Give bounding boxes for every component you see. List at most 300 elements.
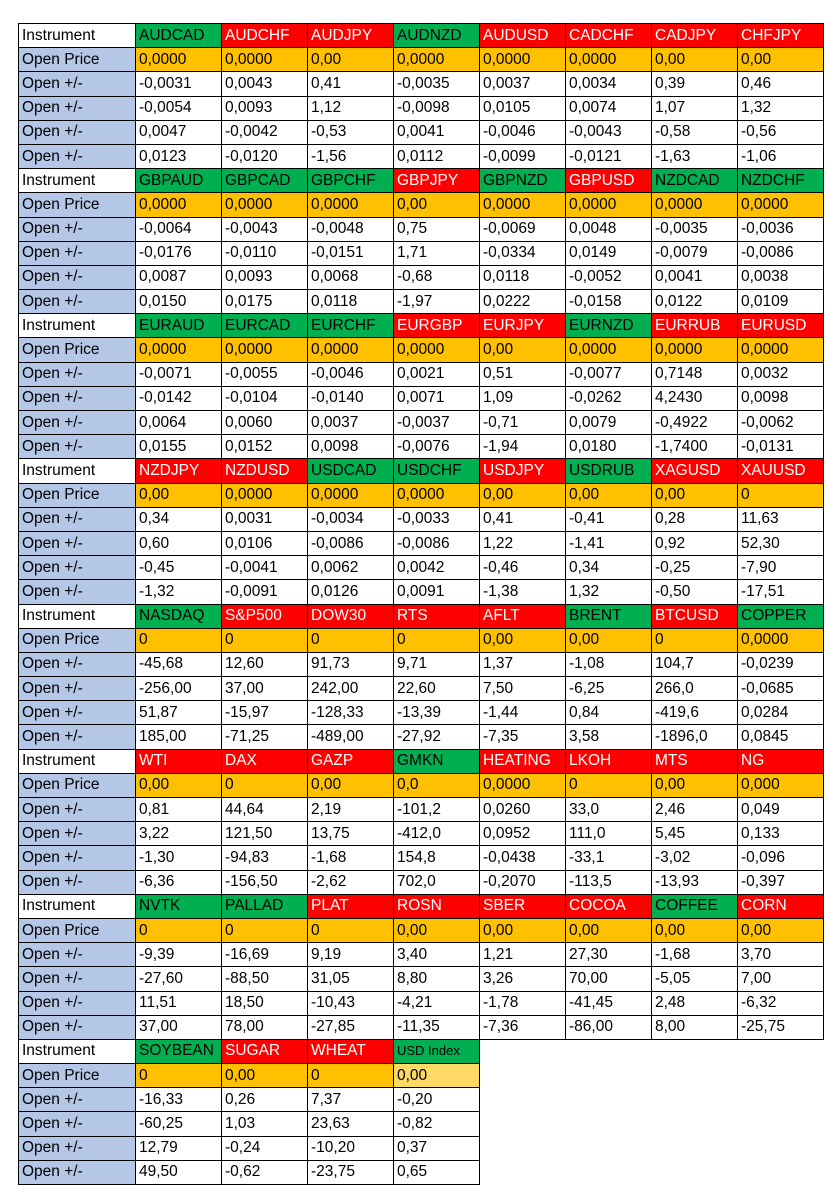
open-change-row [19, 241, 824, 265]
open-price-cell: 0,00 [480, 483, 566, 507]
instrument-name-cell: EURUSD [738, 314, 824, 338]
open-price-cell: 0,00 [308, 48, 394, 72]
open-change-cell: 702,0 [394, 870, 480, 894]
open-change-label: Open +/- [19, 531, 136, 555]
open-change-cell: 0,41 [308, 72, 394, 96]
open-change-cell: 7,37 [308, 1088, 394, 1112]
instrument-name-cell: CADJPY [652, 24, 738, 48]
open-change-row [19, 72, 824, 96]
open-change-cell: -0,0140 [308, 386, 394, 410]
open-price-cell: 0,0000 [136, 338, 222, 362]
open-change-cell: 0,0152 [222, 435, 308, 459]
instrument-name-cell: COFFEE [652, 894, 738, 918]
instrument-name-cell: AUDCHF [222, 24, 308, 48]
open-change-cell: -3,02 [652, 846, 738, 870]
open-change-cell: -0,0042 [222, 120, 308, 144]
open-change-cell: 3,40 [394, 943, 480, 967]
open-change-cell: -0,0099 [480, 144, 566, 168]
instrument-name-cell: DAX [222, 749, 308, 773]
open-change-cell: 51,87 [136, 701, 222, 725]
open-change-cell: -0,0685 [738, 677, 824, 701]
open-change-cell: -0,0035 [394, 72, 480, 96]
instrument-name-cell: COCOA [566, 894, 652, 918]
open-change-cell: 3,70 [738, 943, 824, 967]
open-change-cell: -16,33 [136, 1088, 222, 1112]
empty-cell [480, 1064, 566, 1088]
open-change-cell: -1,94 [480, 435, 566, 459]
open-change-cell: 0,0060 [222, 411, 308, 435]
instrument-name-cell: S&P500 [222, 604, 308, 628]
open-change-label: Open +/- [19, 217, 136, 241]
open-price-cell: 0,0000 [480, 48, 566, 72]
instrument-name-cell: SUGAR [222, 1039, 308, 1063]
instrument-name-cell: CADCHF [566, 24, 652, 48]
open-change-label: Open +/- [19, 1136, 136, 1160]
open-change-cell: -2,62 [308, 870, 394, 894]
empty-cell [480, 1088, 566, 1112]
open-change-cell: -1,08 [566, 652, 652, 676]
open-change-cell: 0,92 [652, 531, 738, 555]
open-change-row [19, 798, 824, 822]
open-change-cell: 3,22 [136, 822, 222, 846]
open-change-row [19, 96, 824, 120]
open-change-label: Open +/- [19, 943, 136, 967]
open-change-cell: -128,33 [308, 701, 394, 725]
open-change-cell: 44,64 [222, 798, 308, 822]
open-change-cell: -0,71 [480, 411, 566, 435]
open-change-cell: 0,41 [480, 507, 566, 531]
open-change-label: Open +/- [19, 798, 136, 822]
open-change-cell: -0,0158 [566, 290, 652, 314]
instrument-label: Instrument [19, 894, 136, 918]
open-change-row [19, 1136, 824, 1160]
open-price-cell: 0,00 [738, 918, 824, 942]
instrument-name-cell: EURNZD [566, 314, 652, 338]
open-change-row [19, 120, 824, 144]
open-change-cell: -1896,0 [652, 725, 738, 749]
open-price-cell: 0 [222, 628, 308, 652]
open-change-label: Open +/- [19, 701, 136, 725]
open-price-cell: 0,0000 [480, 193, 566, 217]
open-change-cell: 242,00 [308, 677, 394, 701]
open-price-cell: 0 [394, 628, 480, 652]
open-price-cell: 0,0000 [566, 193, 652, 217]
open-change-row [19, 411, 824, 435]
open-price-cell: 0,0000 [222, 338, 308, 362]
open-price-cell: 0,0000 [652, 338, 738, 362]
open-change-cell: -1,06 [738, 144, 824, 168]
open-change-cell: -1,68 [652, 943, 738, 967]
open-change-cell: 1,71 [394, 241, 480, 265]
instrument-name-cell: NASDAQ [136, 604, 222, 628]
open-change-cell: 0,0043 [222, 72, 308, 96]
instrument-name-cell: PALLAD [222, 894, 308, 918]
open-change-label: Open +/- [19, 1112, 136, 1136]
open-change-label: Open +/- [19, 72, 136, 96]
instrument-name-cell: RTS [394, 604, 480, 628]
open-price-row [19, 918, 824, 942]
instrument-name-cell: EURJPY [480, 314, 566, 338]
open-change-cell: -0,82 [394, 1112, 480, 1136]
open-change-cell: -0,0086 [738, 241, 824, 265]
open-change-cell: 0,0180 [566, 435, 652, 459]
open-change-cell: 2,46 [652, 798, 738, 822]
open-change-cell: -0,0031 [136, 72, 222, 96]
open-price-cell: 0,00 [738, 48, 824, 72]
empty-cell [566, 1160, 652, 1184]
open-price-label: Open Price [19, 918, 136, 942]
empty-cell [652, 1136, 738, 1160]
open-change-cell: -1,56 [308, 144, 394, 168]
open-change-row [19, 652, 824, 676]
open-change-cell: 266,0 [652, 677, 738, 701]
empty-cell [480, 1039, 566, 1063]
open-change-row [19, 217, 824, 241]
open-change-cell: -256,00 [136, 677, 222, 701]
instrument-name-cell: EURCAD [222, 314, 308, 338]
open-change-row [19, 725, 824, 749]
empty-cell [566, 1112, 652, 1136]
open-change-cell: -25,75 [738, 1015, 824, 1039]
open-price-cell: 0,00 [652, 483, 738, 507]
instrument-name-cell: COPPER [738, 604, 824, 628]
open-price-cell: 0,0000 [308, 483, 394, 507]
open-change-row [19, 677, 824, 701]
open-price-label: Open Price [19, 338, 136, 362]
open-change-cell: -0,0064 [136, 217, 222, 241]
open-change-cell: 11,51 [136, 991, 222, 1015]
open-change-cell: 0,0064 [136, 411, 222, 435]
open-change-cell: -1,41 [566, 531, 652, 555]
open-change-row [19, 822, 824, 846]
open-change-row [19, 1112, 824, 1136]
instrument-name-cell: CORN [738, 894, 824, 918]
open-change-cell: 0,0079 [566, 411, 652, 435]
open-change-cell: -0,0079 [652, 241, 738, 265]
open-change-cell: -0,45 [136, 556, 222, 580]
open-change-label: Open +/- [19, 386, 136, 410]
open-change-label: Open +/- [19, 507, 136, 531]
open-change-cell: 0,0071 [394, 386, 480, 410]
open-price-cell: 0 [652, 628, 738, 652]
instrument-name-cell: GBPAUD [136, 169, 222, 193]
instrument-name-cell: AUDUSD [480, 24, 566, 48]
instrument-name-cell: BRENT [566, 604, 652, 628]
instrument-name-cell: DOW30 [308, 604, 394, 628]
open-change-cell: -13,39 [394, 701, 480, 725]
open-change-cell: 0,0042 [394, 556, 480, 580]
open-change-cell: 0,0845 [738, 725, 824, 749]
open-change-cell: -16,69 [222, 943, 308, 967]
instrument-name-cell: SBER [480, 894, 566, 918]
open-change-cell: -6,25 [566, 677, 652, 701]
open-change-cell: 11,63 [738, 507, 824, 531]
open-price-cell: 0,00 [652, 918, 738, 942]
open-change-cell: 70,00 [566, 967, 652, 991]
open-price-cell: 0,00 [566, 483, 652, 507]
open-change-row [19, 435, 824, 459]
open-change-row [19, 580, 824, 604]
open-change-cell: -0,0131 [738, 435, 824, 459]
open-change-cell: -0,68 [394, 265, 480, 289]
open-change-cell: -0,41 [566, 507, 652, 531]
open-change-row [19, 386, 824, 410]
instrument-name-cell: NZDCAD [652, 169, 738, 193]
empty-cell [738, 1136, 824, 1160]
open-change-cell: 1,07 [652, 96, 738, 120]
open-change-cell: -0,0036 [738, 217, 824, 241]
open-change-row [19, 290, 824, 314]
open-change-cell: -0,0048 [308, 217, 394, 241]
open-change-cell: -1,32 [136, 580, 222, 604]
instrument-name-cell: USDJPY [480, 459, 566, 483]
open-change-cell: 0,0260 [480, 798, 566, 822]
open-change-cell: -33,1 [566, 846, 652, 870]
open-price-label: Open Price [19, 1064, 136, 1088]
open-change-cell: 0,0037 [308, 411, 394, 435]
open-change-cell: 0,0041 [394, 120, 480, 144]
instrument-row [19, 894, 824, 918]
open-change-cell: 154,8 [394, 846, 480, 870]
open-change-cell: -88,50 [222, 967, 308, 991]
open-price-cell: 0 [222, 918, 308, 942]
open-change-cell: 0,0112 [394, 144, 480, 168]
open-change-cell: 13,75 [308, 822, 394, 846]
instrument-name-cell: ROSN [394, 894, 480, 918]
open-change-cell: 0,0123 [136, 144, 222, 168]
open-change-cell: -0,0086 [394, 531, 480, 555]
open-change-cell: -0,0086 [308, 531, 394, 555]
open-change-cell: -1,68 [308, 846, 394, 870]
open-change-cell: 0,0074 [566, 96, 652, 120]
open-change-row [19, 1088, 824, 1112]
instrument-name-cell: AFLT [480, 604, 566, 628]
open-change-label: Open +/- [19, 362, 136, 386]
open-price-cell: 0 [136, 1064, 222, 1088]
open-change-cell: -71,25 [222, 725, 308, 749]
open-change-cell: 0,0284 [738, 701, 824, 725]
instrument-name-cell: NG [738, 749, 824, 773]
open-change-cell: 0,0047 [136, 120, 222, 144]
open-change-cell: -0,0043 [566, 120, 652, 144]
instrument-name-cell: USDCAD [308, 459, 394, 483]
open-change-row [19, 967, 824, 991]
open-change-cell: -5,05 [652, 967, 738, 991]
open-change-cell: -1,30 [136, 846, 222, 870]
open-change-cell: 0,34 [566, 556, 652, 580]
open-change-cell: 1,03 [222, 1112, 308, 1136]
instrument-name-cell: USDCHF [394, 459, 480, 483]
open-change-cell: -0,53 [308, 120, 394, 144]
open-price-row [19, 628, 824, 652]
open-price-cell: 0,0000 [136, 193, 222, 217]
open-change-cell: 0,0109 [738, 290, 824, 314]
open-change-label: Open +/- [19, 967, 136, 991]
open-change-cell: 0,0118 [480, 265, 566, 289]
open-change-cell: 27,30 [566, 943, 652, 967]
open-change-cell: 0,0038 [738, 265, 824, 289]
open-change-cell: -0,0043 [222, 217, 308, 241]
empty-cell [480, 1136, 566, 1160]
open-change-cell: 7,00 [738, 967, 824, 991]
open-change-cell: -0,0076 [394, 435, 480, 459]
instrument-row [19, 749, 824, 773]
open-change-cell: 0,0091 [394, 580, 480, 604]
open-change-cell: 0,75 [394, 217, 480, 241]
open-change-cell: 9,19 [308, 943, 394, 967]
open-change-cell: 0,133 [738, 822, 824, 846]
open-price-cell: 0,0000 [222, 483, 308, 507]
instrument-name-cell: GBPNZD [480, 169, 566, 193]
open-change-cell: -0,20 [394, 1088, 480, 1112]
open-change-cell: -1,63 [652, 144, 738, 168]
open-change-row [19, 507, 824, 531]
open-change-label: Open +/- [19, 846, 136, 870]
empty-cell [738, 1039, 824, 1063]
open-change-cell: -113,5 [566, 870, 652, 894]
open-price-cell: 0,000 [738, 773, 824, 797]
open-price-row [19, 773, 824, 797]
open-change-row [19, 556, 824, 580]
instrument-name-cell: SOYBEAN [136, 1039, 222, 1063]
open-change-cell: -0,2070 [480, 870, 566, 894]
open-change-cell: -17,51 [738, 580, 824, 604]
instrument-label: Instrument [19, 749, 136, 773]
open-change-cell: 0,0037 [480, 72, 566, 96]
open-change-label: Open +/- [19, 822, 136, 846]
open-change-row [19, 144, 824, 168]
open-price-cell: 0 [222, 773, 308, 797]
open-change-cell: -0,0104 [222, 386, 308, 410]
instrument-name-cell: HEATING [480, 749, 566, 773]
open-change-cell: -0,24 [222, 1136, 308, 1160]
open-price-cell: 0,00 [652, 773, 738, 797]
open-change-cell: -6,32 [738, 991, 824, 1015]
open-change-cell: 0,0175 [222, 290, 308, 314]
open-change-label: Open +/- [19, 725, 136, 749]
open-change-cell: 0,7148 [652, 362, 738, 386]
open-change-cell: -27,85 [308, 1015, 394, 1039]
open-change-cell: 121,50 [222, 822, 308, 846]
open-change-cell: -10,20 [308, 1136, 394, 1160]
quotes-table [18, 23, 824, 1185]
empty-cell [566, 1064, 652, 1088]
open-change-cell: -0,0121 [566, 144, 652, 168]
open-price-cell: 0,00 [394, 193, 480, 217]
open-price-cell: 0,0000 [738, 628, 824, 652]
open-change-cell: 1,32 [738, 96, 824, 120]
open-price-cell: 0,00 [308, 773, 394, 797]
open-change-cell: -0,50 [652, 580, 738, 604]
open-change-cell: 0,0222 [480, 290, 566, 314]
instrument-name-cell: GAZP [308, 749, 394, 773]
open-change-cell: 0,0093 [222, 265, 308, 289]
open-change-cell: -0,0091 [222, 580, 308, 604]
open-price-cell: 0,00 [136, 483, 222, 507]
instrument-name-cell: XAGUSD [652, 459, 738, 483]
open-price-label: Open Price [19, 773, 136, 797]
empty-cell [652, 1088, 738, 1112]
open-change-cell: -0,62 [222, 1160, 308, 1184]
open-change-label: Open +/- [19, 1160, 136, 1184]
open-change-cell: 0,0118 [308, 290, 394, 314]
open-price-cell: 0 [566, 773, 652, 797]
open-price-cell: 0 [136, 918, 222, 942]
open-change-cell: -7,35 [480, 725, 566, 749]
open-price-cell: 0,00 [222, 1064, 308, 1088]
open-change-cell: 111,0 [566, 822, 652, 846]
instrument-name-cell: NZDCHF [738, 169, 824, 193]
open-price-cell: 0,0000 [394, 483, 480, 507]
empty-cell [652, 1160, 738, 1184]
open-change-cell: 0,0087 [136, 265, 222, 289]
open-change-cell: 37,00 [136, 1015, 222, 1039]
instrument-label: Instrument [19, 1039, 136, 1063]
open-change-cell: 8,80 [394, 967, 480, 991]
open-change-cell: 23,63 [308, 1112, 394, 1136]
instrument-name-cell: NZDUSD [222, 459, 308, 483]
open-change-cell: -1,97 [394, 290, 480, 314]
empty-cell [738, 1088, 824, 1112]
open-change-cell: -27,60 [136, 967, 222, 991]
open-price-cell: 0,00 [480, 338, 566, 362]
open-change-cell: -7,36 [480, 1015, 566, 1039]
open-change-cell: 1,37 [480, 652, 566, 676]
open-change-cell: 185,00 [136, 725, 222, 749]
instrument-name-cell: GBPJPY [394, 169, 480, 193]
instrument-name-cell: GBPCAD [222, 169, 308, 193]
open-change-label: Open +/- [19, 652, 136, 676]
open-change-cell: 91,73 [308, 652, 394, 676]
open-change-cell: 0,0952 [480, 822, 566, 846]
open-change-cell: 3,58 [566, 725, 652, 749]
open-change-cell: 0,46 [738, 72, 824, 96]
instrument-name-cell: EURGBP [394, 314, 480, 338]
open-change-label: Open +/- [19, 870, 136, 894]
instrument-name-cell: GBPCHF [308, 169, 394, 193]
open-change-cell: 4,2430 [652, 386, 738, 410]
open-price-cell: 0,00 [566, 628, 652, 652]
open-change-cell: 18,50 [222, 991, 308, 1015]
open-change-cell: -0,0054 [136, 96, 222, 120]
open-change-cell: -0,0046 [480, 120, 566, 144]
open-change-cell: 1,09 [480, 386, 566, 410]
instrument-name-cell: NZDJPY [136, 459, 222, 483]
open-change-cell: -156,50 [222, 870, 308, 894]
open-change-cell: 0,0032 [738, 362, 824, 386]
open-price-cell: 0,0000 [222, 48, 308, 72]
open-change-cell: 22,60 [394, 677, 480, 701]
empty-cell [480, 1112, 566, 1136]
open-change-label: Open +/- [19, 556, 136, 580]
open-change-row [19, 1015, 824, 1039]
open-change-cell: 0,0034 [566, 72, 652, 96]
open-price-cell: 0 [136, 628, 222, 652]
open-price-cell: 0,0000 [136, 48, 222, 72]
open-change-cell: -0,56 [738, 120, 824, 144]
open-change-cell: -0,58 [652, 120, 738, 144]
open-change-cell: 0,0150 [136, 290, 222, 314]
empty-cell [652, 1112, 738, 1136]
open-change-cell: -0,0071 [136, 362, 222, 386]
instrument-name-cell: GMKN [394, 749, 480, 773]
instrument-row [19, 169, 824, 193]
instrument-name-cell: EURAUD [136, 314, 222, 338]
open-change-cell: 0,0062 [308, 556, 394, 580]
open-change-cell: -0,4922 [652, 411, 738, 435]
open-change-cell: -15,97 [222, 701, 308, 725]
instrument-name-cell: PLAT [308, 894, 394, 918]
